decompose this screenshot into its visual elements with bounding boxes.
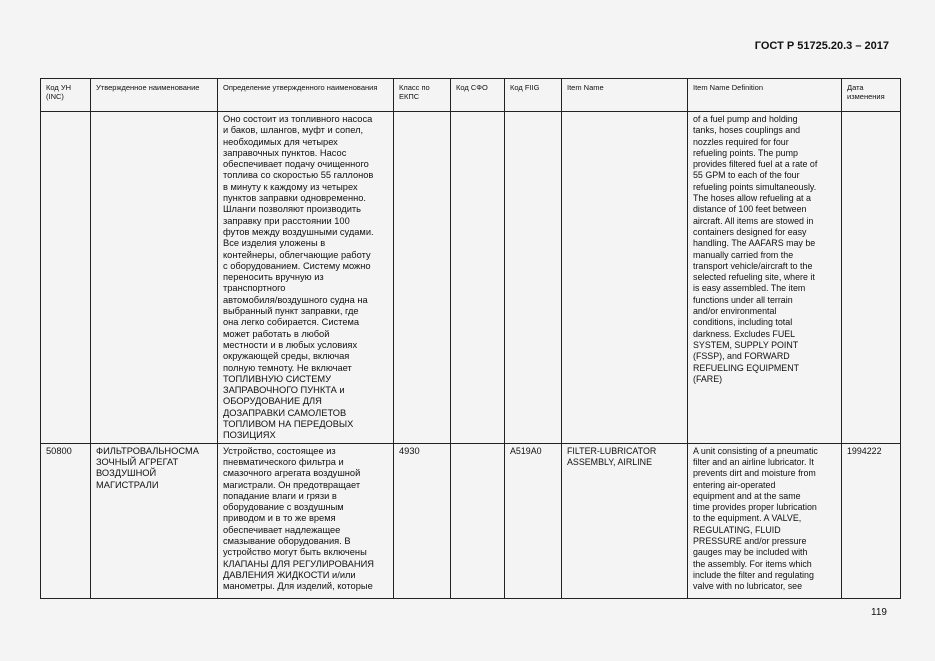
cell-item-name xyxy=(562,112,688,444)
document-header: ГОСТ Р 51725.20.3 – 2017 xyxy=(754,40,889,52)
cell-text-line: containers designed for easy xyxy=(693,226,807,237)
cell-text-line: автомобиля/воздушного судна на xyxy=(223,294,368,305)
cell-text-line: filter and an airline lubricator. It xyxy=(693,456,814,467)
cell-text-line: include the filter and regulating xyxy=(693,569,814,580)
cell-text-line: ПОЗИЦИЯХ xyxy=(223,430,276,441)
cell-text-line: устройство могут быть включены xyxy=(223,547,367,558)
cell-change-date xyxy=(842,112,901,444)
cell-text-line: ASSEMBLY, AIRLINE xyxy=(567,456,653,467)
cell-fiig: A519A0 xyxy=(505,443,562,598)
cell-text-line: ЗАПРАВОЧНОГО ПУНКТА и xyxy=(223,385,345,396)
cell-text-line: пневматического фильтра и xyxy=(223,456,344,467)
cell-text-line: необходимых для четырех xyxy=(223,136,338,147)
cell-text-line: Все изделия уложены в xyxy=(223,238,326,249)
cell-item-name xyxy=(562,443,688,598)
cell-text-line: заправку при расстоянии 100 xyxy=(223,215,350,226)
cell-text-line: ФИЛЬТРОВАЛЬНОСМА xyxy=(96,445,199,456)
cell-text-line: ТОПЛИВНУЮ СИСТЕМУ xyxy=(223,373,332,384)
cell-text-line: ОБОРУДОВАНИЕ ДЛЯ xyxy=(223,396,322,407)
cell-text-line: SYSTEM, SUPPLY POINT xyxy=(693,339,799,350)
cell-approved-name xyxy=(91,112,218,444)
cell-text-line: обеспечивает надлежащее xyxy=(223,524,341,535)
cell-text-line: handling. The AAFARS may be xyxy=(693,238,816,249)
cell-text-line: смазывание оборудования. В xyxy=(223,535,351,546)
cell-text-line: оборудование с воздушным xyxy=(223,502,344,513)
page-number: 119 xyxy=(871,607,887,618)
cell-definition-en xyxy=(688,112,842,444)
cell-text-line: manually carried from the xyxy=(693,249,794,260)
cell-text-line: ДОЗАПРАВКИ САМОЛЕТОВ xyxy=(223,407,347,418)
cell-text-line: is easy assembled. The item xyxy=(693,283,806,294)
cell-text-line: (FARE) xyxy=(693,373,723,384)
cell-text-line: футов между воздушными судами. xyxy=(223,226,374,237)
cell-text-line: КЛАПАНЫ ДЛЯ РЕГУЛИРОВАНИЯ xyxy=(223,558,374,569)
table-row xyxy=(41,112,901,444)
cell-text-line: она легко собирается. Система xyxy=(223,317,360,328)
column-header-definition-ru: Определение утвержденного наименования xyxy=(218,79,394,112)
cell-fiig xyxy=(505,112,562,444)
cell-sfo xyxy=(451,443,505,598)
cell-text-line: distance of 100 feet between xyxy=(693,204,807,215)
cell-text-line: манометры. Для изделий, которые xyxy=(223,581,373,592)
cell-text-line: топлива со скоростью 55 галлонов xyxy=(223,170,374,181)
column-header-inc: Код УН (INC) xyxy=(41,79,91,112)
cell-text-line: refueling points. The pump xyxy=(693,147,798,158)
cell-definition-ru xyxy=(218,443,394,598)
cell-text-line: обеспечивает подачу очищенного xyxy=(223,159,369,170)
cell-text-line: to the equipment. A VALVE, xyxy=(693,513,802,524)
cell-text-line: prevents dirt and moisture from xyxy=(693,468,816,479)
cell-text-line: the assembly. For items which xyxy=(693,558,812,569)
cell-text-line: entering air-operated xyxy=(693,479,776,490)
cell-text-line: Оно состоит из топливного насоса xyxy=(223,114,373,124)
cell-text-line: valve with no lubricator, see xyxy=(693,581,803,592)
column-header-fiig: Код FIIG xyxy=(505,79,562,112)
cell-definition-ru xyxy=(218,112,394,444)
cell-text-line: and/or environmental xyxy=(693,306,777,317)
column-header-sfo: Код СФО xyxy=(451,79,505,112)
cell-text-line: functions under all terrain xyxy=(693,294,793,305)
cell-text-line: ТОПЛИВОМ НА ПЕРЕДОВЫХ xyxy=(223,419,354,430)
column-header-item-name-definition: Item Name Definition xyxy=(688,79,842,112)
cell-text-line: PRESSURE and/or pressure xyxy=(693,535,807,546)
cell-text-line: ДАВЛЕНИЯ ЖИДКОСТИ и/или xyxy=(223,569,356,580)
cell-text-line: магистрали. Он предотвращает xyxy=(223,479,361,490)
column-header-change-date: Дата изменения xyxy=(842,79,901,112)
cell-text-line: REFUELING EQUIPMENT xyxy=(693,362,800,373)
cell-text-line: tanks, hoses couplings and xyxy=(693,125,801,136)
column-header-item-name: Item Name xyxy=(562,79,688,112)
cell-text-line: попадание влаги и грязи в xyxy=(223,490,337,501)
cell-text-line: A unit consisting of a pneumatic xyxy=(693,445,818,456)
column-header-approved-name: Утвержденное наименование xyxy=(91,79,218,112)
cell-text-line: приводом и в то же время xyxy=(223,513,336,524)
cell-text-line: gauges may be included with xyxy=(693,547,808,558)
cell-text-line: контейнеры, облегчающие работу xyxy=(223,249,371,260)
cell-text-line: выбранный пункт заправки, где xyxy=(223,306,359,317)
cell-text-line: REGULATING, FLUID xyxy=(693,524,781,535)
cell-text-line: переносить вручную из xyxy=(223,272,324,283)
cell-text-line: Устройство, состоящее из xyxy=(223,445,336,456)
cell-text-line: с оборудованием. Систему можно xyxy=(223,260,371,271)
cell-text-line: darkness. Excludes FUEL xyxy=(693,328,796,339)
cell-definition-en xyxy=(688,443,842,598)
cell-text-line: provides filtered fuel at a rate of xyxy=(693,159,818,170)
cell-text-line: time provides proper lubrication xyxy=(693,502,817,513)
cell-text-line: The hoses allow refueling at a xyxy=(693,193,811,204)
cell-text-line: refueling points simultaneously. xyxy=(693,181,817,192)
cell-text-line: местности и в любых условиях xyxy=(223,339,358,350)
cell-change-date: 1994222 xyxy=(842,443,901,598)
cell-text-line: 55 GPM to each of the four xyxy=(693,170,800,181)
cell-text-line: смазочного агрегата воздушной xyxy=(223,468,361,479)
cell-text-line: в минуту к каждому из четырех xyxy=(223,181,358,192)
cell-inc xyxy=(41,112,91,444)
cell-text-line: FILTER-LUBRICATOR xyxy=(567,445,657,456)
table-row xyxy=(41,443,901,598)
cell-text-line: транспортного xyxy=(223,283,286,294)
cell-text-line: Шланги позволяют производить xyxy=(223,204,362,215)
cell-text-line: окружающей среды, включая xyxy=(223,351,350,362)
cell-text-line: ЗОЧНЫЙ АГРЕГАТ xyxy=(96,456,179,467)
table-header xyxy=(41,79,901,112)
cell-text-line: conditions, including total xyxy=(693,317,793,328)
cell-text-line: пунктов заправки одновременно. xyxy=(223,193,366,204)
cell-inc: 50800 xyxy=(41,443,91,598)
cell-class xyxy=(394,112,451,444)
cell-text-line: и баков, шлангов, муфт и сопел, xyxy=(223,125,364,136)
cell-text-line: of a fuel pump and holding xyxy=(693,114,798,124)
cell-approved-name xyxy=(91,443,218,598)
cell-text-line: МАГИСТРАЛИ xyxy=(96,479,159,490)
specification-table xyxy=(40,78,901,599)
cell-text-line: transport vehicle/aircraft to the xyxy=(693,260,813,271)
cell-text-line: equipment and at the same xyxy=(693,490,801,501)
column-header-class: Класс по ЕКПС xyxy=(394,79,451,112)
cell-text-line: полную темноту. Не включает xyxy=(223,362,352,373)
cell-text-line: ВОЗДУШНОЙ xyxy=(96,468,157,479)
cell-text-line: aircraft. All items are stowed in xyxy=(693,215,814,226)
cell-text-line: заправочных пунктов. Насос xyxy=(223,147,347,158)
cell-text-line: selected refueling site, where it xyxy=(693,272,815,283)
cell-class: 4930 xyxy=(394,443,451,598)
cell-text-line: (FSSP), and FORWARD xyxy=(693,351,790,362)
cell-text-line: может работать в любой xyxy=(223,328,330,339)
cell-sfo xyxy=(451,112,505,444)
cell-text-line: nozzles required for four xyxy=(693,136,789,147)
